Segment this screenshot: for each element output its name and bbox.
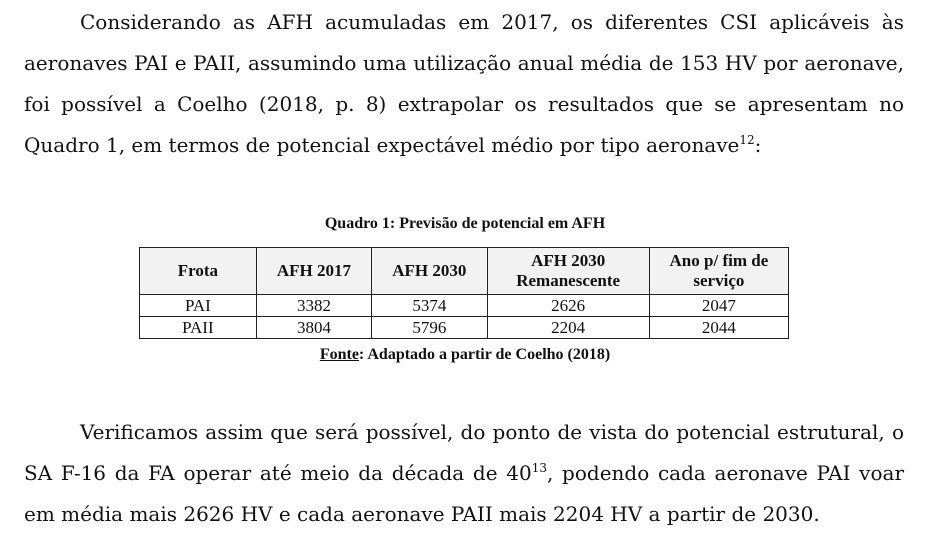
table-caption: Quadro 1: Previsão de potencial em AFH <box>324 215 606 232</box>
table-source <box>0 345 930 365</box>
header-afh-2030: AFH 2030 <box>372 248 487 295</box>
forecast-table <box>139 247 789 339</box>
table-source-text: : Adaptado a partir de Coelho (2018) <box>358 346 611 363</box>
header-ano-fim-servico: Ano p/ fim de serviço <box>649 248 788 295</box>
header-afh-2017: AFH 2017 <box>256 248 371 295</box>
table-source-label: Fonte <box>319 346 359 363</box>
cell-afh-2030: 5796 <box>372 317 487 339</box>
table-row <box>140 317 789 339</box>
cell-afh-2030-remanescente: 2204 <box>487 317 649 339</box>
cell-afh-2017: 3382 <box>256 295 371 317</box>
cell-frota: PAII <box>140 317 257 339</box>
cell-frota: PAI <box>140 295 257 317</box>
footnote-ref-13[interactable]: 13 <box>531 461 547 475</box>
cell-afh-2030: 5374 <box>372 295 487 317</box>
cell-afh-2017: 3804 <box>256 317 371 339</box>
paragraph-intro-text: Considerando as AFH acumuladas em 2017, os diferentes CSI aplicáveis às aeronaves PAI e PAII, assumindo uma utilização anual média de 153 HV por aeronave, foi possível a Coelho (2018, p. 8) extrapolar os resultados que se apresentam no Quadro 1, em termos de potencial expectável médio por tipo aeronave <box>24 10 904 157</box>
paragraph-conclusion-text-after: , podendo cada aeronave PAI voar em média mais 2626 HV e cada aeronave PAII mais 2204 HV a partir de 2030. <box>24 461 905 526</box>
paragraph-intro-tail: : <box>754 133 762 157</box>
cell-ano-fim-servico: 2047 <box>649 295 788 317</box>
cell-ano-fim-servico: 2044 <box>649 317 788 339</box>
cell-afh-2030-remanescente: 2626 <box>487 295 649 317</box>
table-header-row <box>140 248 789 295</box>
header-frota: Frota <box>140 248 257 295</box>
paragraph-conclusion-text-before: Verificamos assim que será possível, do ponto de vista do potencial estrutural, o SA F-16 da FA operar até meio da década de 40 <box>24 420 904 485</box>
footnote-ref-12[interactable]: 12 <box>739 133 755 147</box>
paragraph-intro <box>24 2 904 166</box>
paragraph-conclusion <box>24 412 904 535</box>
header-afh-2030-remanescente: AFH 2030 Remanescente <box>487 248 649 295</box>
table-row <box>140 295 789 317</box>
